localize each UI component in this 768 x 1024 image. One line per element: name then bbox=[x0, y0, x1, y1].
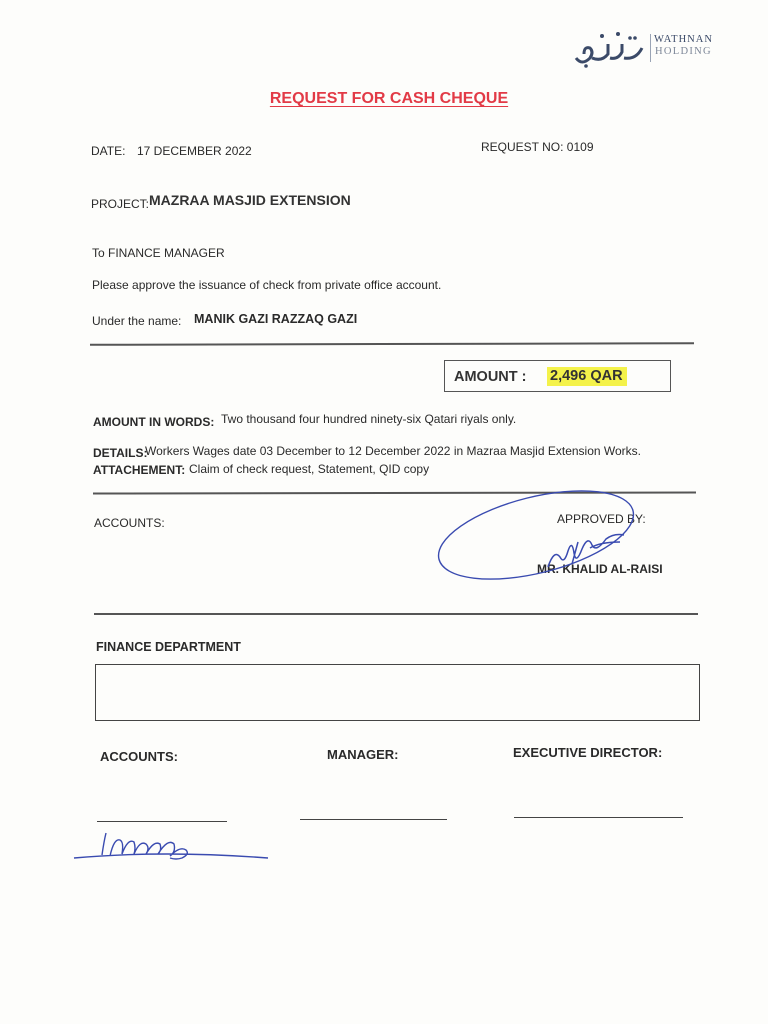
addressee: To FINANCE MANAGER bbox=[92, 246, 225, 260]
amount-in-words-label: AMOUNT IN WORDS: bbox=[93, 415, 215, 429]
amount-in-words-value: Two thousand four hundred ninety-six Qatari riyals only. bbox=[221, 412, 517, 426]
manager-signoff-label: MANAGER: bbox=[327, 747, 399, 762]
details-value: Workers Wages date 03 December to 12 December 2022 in Mazraa Masjid Extension Works. bbox=[145, 444, 641, 458]
date-value: 17 DECEMBER 2022 bbox=[137, 144, 252, 158]
amount-label: AMOUNT : bbox=[454, 369, 527, 385]
attachment-label: ATTACHEMENT: bbox=[93, 463, 186, 477]
approver-name: MR. KHALID AL-RAISI bbox=[537, 562, 663, 576]
project-value: MAZRAA MASJID EXTENSION bbox=[149, 192, 351, 208]
executive-director-signoff-label: EXECUTIVE DIRECTOR: bbox=[513, 745, 663, 760]
logo-wordmark: WATHNAN bbox=[654, 34, 713, 45]
project-label: PROJECT: bbox=[91, 197, 150, 211]
date-label: DATE: bbox=[91, 144, 126, 158]
executive-director-signature-line bbox=[514, 817, 683, 818]
accounts-signoff-label: ACCOUNTS: bbox=[100, 749, 178, 764]
wathnan-logo-mark bbox=[572, 28, 650, 70]
under-name-label: Under the name: bbox=[92, 314, 182, 328]
approved-by-label: APPROVED BY: bbox=[557, 512, 646, 526]
divider-line bbox=[93, 491, 696, 494]
attachment-value: Claim of check request, Statement, QID copy bbox=[189, 462, 430, 476]
details-label: DETAILS: bbox=[93, 446, 148, 460]
finance-department-heading: FINANCE DEPARTMENT bbox=[96, 640, 241, 654]
divider-line bbox=[90, 342, 694, 346]
finance-remarks-box bbox=[95, 664, 700, 721]
document-title: REQUEST FOR CASH CHEQUE bbox=[269, 90, 509, 107]
accounts-label: ACCOUNTS: bbox=[94, 516, 165, 530]
payee-name: MANIK GAZI RAZZAQ GAZI bbox=[194, 312, 358, 326]
request-number: REQUEST NO: 0109 bbox=[481, 140, 594, 154]
accounts-signature-line bbox=[97, 821, 227, 822]
manager-signature-line bbox=[300, 819, 447, 820]
accounts-signature bbox=[74, 833, 268, 859]
logo-divider bbox=[650, 34, 651, 62]
amount-value: 2,496 QAR bbox=[547, 367, 627, 386]
approval-request-text: Please approve the issuance of check from private office account. bbox=[92, 278, 442, 292]
divider-line bbox=[94, 613, 698, 615]
logo-subtitle: HOLDING bbox=[655, 46, 712, 57]
